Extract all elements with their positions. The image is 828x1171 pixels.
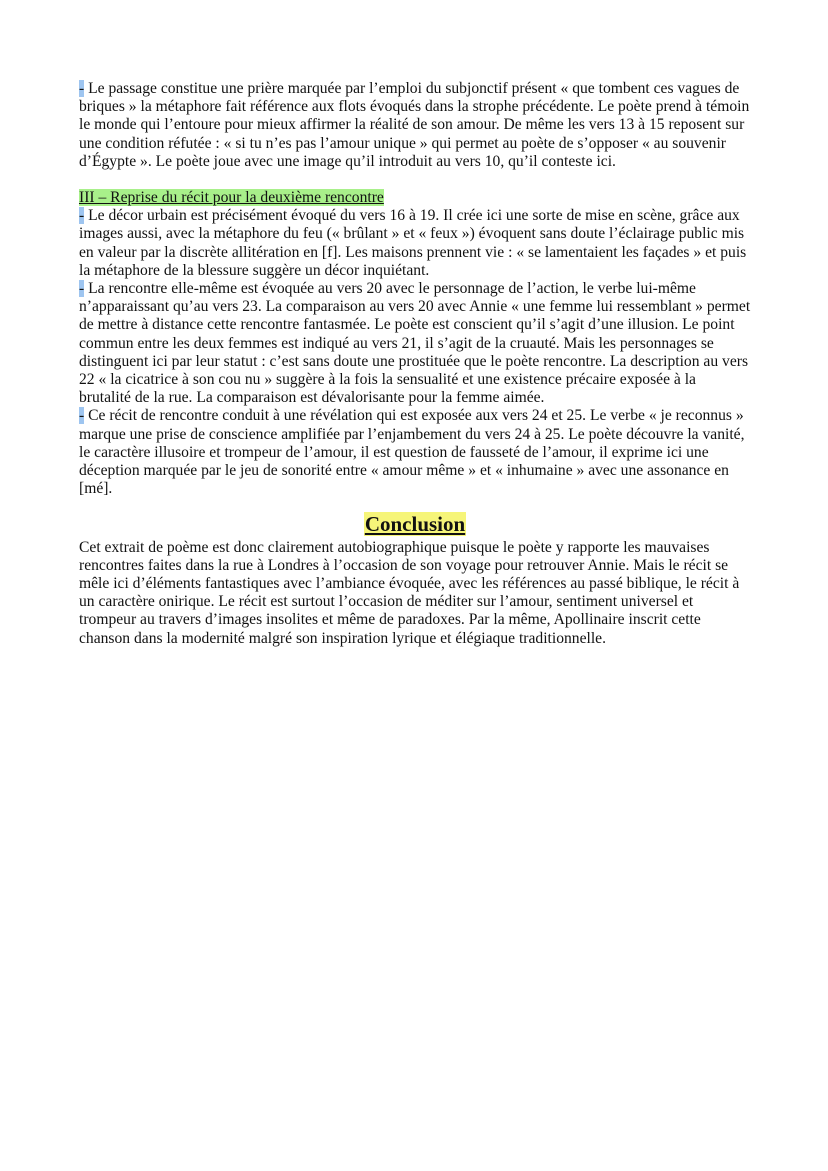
document-page [79, 80, 751, 648]
paragraph-text: La rencontre elle-même est évoquée au vers 20 avec le personnage de l’action, le verbe lui-même n’apparaissant qu’au vers 23. La comparaison au vers 20 avec Annie « une femme lui ressemblant » permet de mettre à distance cette rencontre fantasmée. Le poète est conscient qu’il s’agit d’une illusion. Le point commun entre les deux femmes est indiqué au vers 21, il s’agit de la cruauté. Mais les personnages se distinguent ici par leur statut : c’est sans doute une prostituée que le poète rencontre. La description au vers 22 « la cicatrice à son cou nu » suggère à la fois la sensualité et une existence précaire exposée à la brutalité de la rue. La comparaison est dévalorisante pour la femme aimée. [79, 280, 751, 407]
section-title-3 [79, 189, 751, 207]
conclusion-title: Conclusion [364, 512, 466, 537]
paragraph-text: Le passage constitue une prière marquée par l’emploi du subjonctif présent « que tombent ces vagues de briques » la métaphore fait référence aux flots évoqués dans la strophe précédente. Le poète prend à témoin le monde qui l’entoure pour mieux affirmer la réalité de son amour. De même les vers 13 à 15 reposent sur une condition réfutée : « si tu n’es pas l’amour unique » qui permet au poète de s’opposer « au souvenir d’Égypte ». Le poète joue avec une image qu’il introduit au vers 10, qu’il conteste ici. [79, 80, 750, 170]
conclusion-heading [79, 512, 751, 536]
paragraph-text: Ce récit de rencontre conduit à une révélation qui est exposée aux vers 24 et 25. Le verbe « je reconnus » marque une prise de conscience amplifiée par l’enjambement du vers 24 à 25. Le poète découvre la vanité, le caractère illusoire et trompeur de l’amour, il est question de fausseté de l’amour, il exprime ici une déception marquée par le jeu de sonorité entre « amour même » et « inhumaine » avec une assonance en [mé]. [79, 407, 745, 498]
section-title-text: III – Reprise du récit pour la deuxième rencontre [79, 189, 384, 207]
paragraph-text: Le décor urbain est précisément évoqué du vers 16 à 19. Il crée ici une sorte de mise en scène, grâce aux images aussi, avec la métaphore du feu (« brûlant » et « feux ») évoquent sans doute l’éclairage public mis en valeur par la discrète allitération en [f]. Les maisons prennent vie : « se lamentaient les façades » et puis la métaphore de la blessure suggère un décor inquiétant. [79, 207, 747, 279]
paragraph-revelation [79, 407, 751, 498]
dash-marker: - [79, 80, 85, 97]
dash-marker: - [79, 207, 85, 225]
dash-marker: - [79, 407, 85, 425]
dash-marker: - [79, 280, 85, 298]
paragraph-rencontre [79, 280, 751, 407]
paragraph-spacer [79, 171, 751, 189]
paragraph-decor [79, 207, 751, 280]
paragraph-conclusion: Cet extrait de poème est donc clairement autobiographique puisque le poète y rapporte les mauvaises rencontres faites dans la rue à Londres à l’occasion de son voyage pour retrouver Annie. Mais le récit se mêle ici d’éléments fantastiques avec l’ambiance évoquée, avec les références au passé biblique, le récit à un caractère onirique. Le récit est surtout l’occasion de méditer sur l’amour, sentiment universel et trompeur au travers d’images insolites et même de paradoxes. Par la même, Apollinaire inscrit cette chanson dans la modernité malgré son inspiration lyrique et élégiaque traditionnelle. [79, 538, 740, 647]
paragraph-prayer [79, 80, 751, 171]
